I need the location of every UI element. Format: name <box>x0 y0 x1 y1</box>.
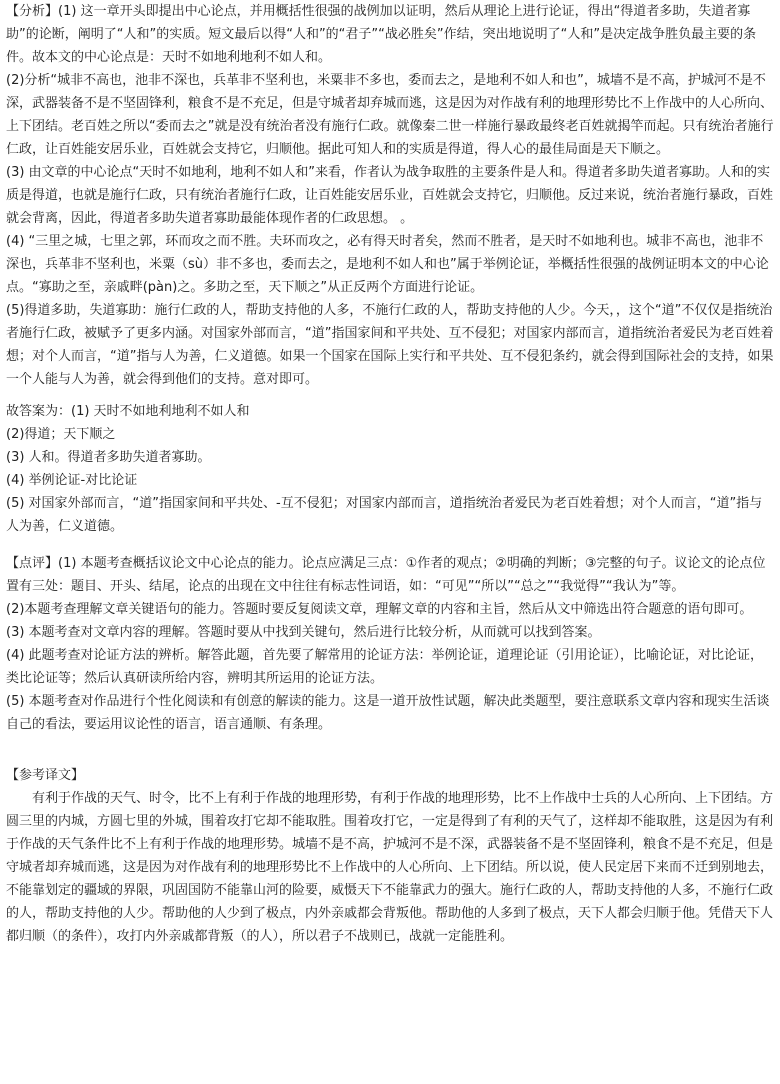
comment-point-1: (1) 本题考查概括议论文中心论点的能力。论点应满足三点：①作者的观点；②明确的判断；③完整的句子。议论文的论点位置有三处：题目、开头、结尾，论点的出现在文中往往有标志性词语，如：“可见”“所以”“总之”“我觉得”“我认为”等。 <box>6 556 766 594</box>
spacer <box>6 538 774 552</box>
answer-4: (4) 举例论证-对比论证 <box>6 473 138 488</box>
analysis-point-4: (4) “三里之城，七里之郭，环而攻之而不胜。夫环而攻之，必有得天时者矣，然而不胜者，是天时不如地利也。城非不高也，池非不深也，兵革非不坚利也，米粟（sù）非不多也，委而去之，是地利不如人和也”属于举例论证，举概括性很强的战例证明本文的中心论点。“寡助之至，亲戚畔(pàn)之。多助之至，天下顺之”从正反两个方面进行论证。 <box>6 234 769 295</box>
analysis-point-1: (1) 这一章开头即提出中心论点，并用概括性很强的战例加以证明，然后从理论上进行论证，得出“得道者多助，失道者寡助”的论断，阐明了“人和”的实质。短文最后以得“人和”的“君子”“战必胜矣”作结，突出地说明了“人和”是决定战争胜负最主要的条件。故本文的中心论点是：天时不如地利地利不如人和。 <box>6 4 757 65</box>
spacer <box>6 391 774 400</box>
comment-paragraph-1 <box>6 552 774 598</box>
answer-5: (5) 对国家外部而言，“道”指国家间和平共处、-互不侵犯；对国家内部而言，道指统治者爱民为老百姓着想；对个人而言，“道”指与人为善，仁义道德。 <box>6 496 763 534</box>
comment-point-3: (3) 本题考查对文章内容的理解。答题时要从中找到关键句，然后进行比较分析，从而就可以找到答案。 <box>6 625 601 640</box>
analysis-point-2: (2)分析“城非不高也，池非不深也，兵革非不坚利也，米粟非不多也，委而去之，是地利不如人和也”，城墙不是不高，护城河不是不深，武器装备不是不坚固锋利，粮食不是不充足，但是守城者却弃城而逃，这是因为对作战有利的地理形势比不上作战中的人心所向、上下团结。老百姓之所以“委而去之”就是没有统治者没有施行仁政。就像秦二世一样施行暴政最终老百姓就揭竿而起。只有统治者施行仁政，让百姓能安居乐业，百姓就会支持它，归顺他。据此可知人和的实质是得道，得人心的最佳局面是天下顺之。 <box>6 73 774 157</box>
document <box>6 0 774 948</box>
answer-3: (3) 人和。得道者多助失道者寡助。 <box>6 450 211 465</box>
spacer <box>6 736 774 764</box>
translation-body: 有利于作战的天气、时令，比不上有利于作战的地理形势，有利于作战的地理形势，比不上作战中士兵的人心所向、上下团结。方圆三里的内城，方圆七里的外城，围着攻打它却不能取胜。围着攻打它，一定是得到了有利的天气了，这样却不能取胜，这是因为有利于作战的天气条件比不上有利于作战的地理形势。城墙不是不高，护城河不是不深，武器装备不是不坚固锋利，粮食不是不充足，但是守城者却弃城而逃，这是因为对作战有利的地理形势比不上作战中的人心所向、上下团结。所以说，使人民定居下来而不迁到别地去，不能靠划定的疆域的界限，巩固国防不能靠山河的险要，威慑天下不能靠武力的强大。施行仁政的人，帮助支持他的人多，不施行仁政的人，帮助支持他的人少。帮助他的人少到了极点，内外亲戚都会背叛他。帮助他的人多到了极点，天下人都会归顺于他。凭借天下人都归顺（的条件），攻打内外亲戚都背叛（的人），所以君子不战则已，战就一定能胜利。 <box>6 791 774 944</box>
translation-heading: 【参考译文】 <box>6 768 85 783</box>
comment-heading: 【点评】 <box>6 556 59 571</box>
comment-point-2: (2)本题考查理解文章关键语句的能力。答题时要反复阅读文章，理解文章的内容和主旨，然后从文中筛选出符合题意的语句即可。 <box>6 602 753 617</box>
answer-2: (2)得道；天下顺之 <box>6 427 116 442</box>
answer-intro: 故答案为：(1) 天时不如地利地利不如人和 <box>6 404 250 419</box>
comment-point-4: (4) 此题考查对论证方法的辨析。解答此题，首先要了解常用的论证方法：举例论证，道理论证（引用论证），比喻论证，对比论证，类比论证等；然后认真研读所给内容，辨明其所运用的论证方法。 <box>6 648 764 686</box>
analysis-paragraph-1 <box>6 0 774 69</box>
analysis-point-5: (5)得道多助，失道寡助：施行仁政的人，帮助支持他的人多，不施行仁政的人，帮助支持他的人少。今天，，这个“道”不仅仅是指统治者施行仁政，被赋予了更多内涵。对国家外部而言，“道”指国家间和平共处、互不侵犯；对国家内部而言，道指统治者爱民为老百姓着想；对个人而言，“道”指与人为善，仁义道德。如果一个国家在国际上实行和平共处、互不侵犯条约，就会得到国际社会的支持，如果一个人能与人为善，就会得到他们的支持。意对即可。 <box>6 303 774 387</box>
comment-point-5: (5) 本题考查对作品进行个性化阅读和有创意的解读的能力。这是一道开放性试题，解决此类题型，要注意联系文章内容和现实生活谈自己的看法，要运用议论性的语言，语言通顺、有条理。 <box>6 694 770 732</box>
analysis-heading: 【分析】 <box>6 4 59 19</box>
analysis-point-3: (3) 由文章的中心论点“天时不如地利，地利不如人和”来看，作者认为战争取胜的主要条件是人和。得道者多助失道者寡助。人和的实质是得道，也就是施行仁政，只有统治者施行仁政，让百姓能安居乐业，百姓就会支持它，归顺他。反过来说，统治者施行暴政，百姓就会背离，因此，得道者多助失道者寡助最能体现作者的仁政思想。 。 <box>6 165 774 226</box>
